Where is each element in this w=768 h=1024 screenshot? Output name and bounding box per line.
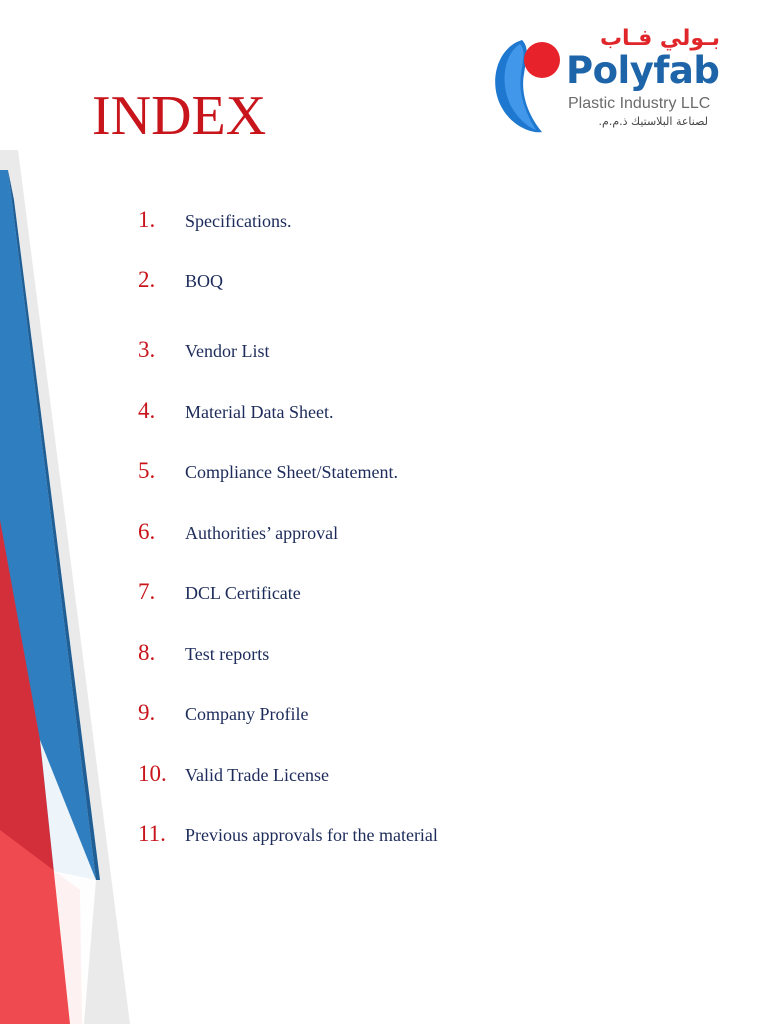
index-label: Compliance Sheet/Statement. [185,462,398,482]
index-item [138,641,638,671]
logo-arabic-subtitle: لصناعة البلاستيك ذ.م.م. [598,115,708,128]
index-label: BOQ [185,271,224,291]
index-label: Specifications. [185,211,292,231]
index-item [138,580,638,610]
index-label: Authorities’ approval [185,523,339,543]
page-title: INDEX [92,85,267,147]
index-number: 1. [138,207,156,232]
logo-brand-name: Polyfab [566,49,720,92]
index-number: 10. [138,761,167,786]
index-label: Material Data Sheet. [185,402,334,422]
index-item [138,338,638,368]
index-number: 4. [138,398,156,423]
index-item [138,520,638,550]
index-number: 11. [138,821,166,846]
index-number: 6. [138,519,156,544]
index-label: Valid Trade License [185,765,329,785]
logo-arabic-name: بـولي فـاب [599,26,720,51]
index-item [138,459,638,489]
index-number: 3. [138,337,156,362]
index-label: Vendor List [185,341,270,361]
index-label: Company Profile [185,704,309,724]
index-number: 7. [138,579,156,604]
index-item [138,268,638,298]
index-item [138,399,638,429]
index-item [138,701,638,731]
index-number: 9. [138,700,156,725]
index-item [138,762,638,792]
index-label: Previous approvals for the material [185,825,438,845]
index-number: 2. [138,267,156,292]
index-item [138,208,638,238]
index-number: 8. [138,640,156,665]
index-label: DCL Certificate [185,583,301,603]
index-item [138,822,638,852]
index-number: 5. [138,458,156,483]
logo-subtitle: Plastic Industry LLC [568,95,711,112]
index-label: Test reports [185,644,270,664]
